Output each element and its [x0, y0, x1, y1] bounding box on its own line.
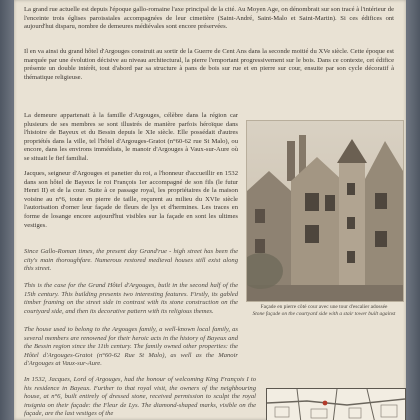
courtyard-photo	[246, 120, 404, 302]
french-paragraph-1: La grand rue actuelle est depuis l'époque gallo-romaine l'axe principal de la cité. Au Moyen Age, on dénombrait sur son tracé à l'intérieur de l'enceinte trois églises paroissiales accompagnées de leur cimetière (Saint-André, Saint-Malo et Saint-Martin). Si ces édifices ont aujourd'hui disparu, nombre de demeures médiévales sont encore préservées.	[24, 6, 394, 31]
english-paragraph-3: The house used to belong to the Argouges family, a well-known local family, as several members are renowned for their heroic acts in the history of Bayeux and the Bessin region since the 11th century. The family owned other properties: the Hôtel d'Argouges-Gratot (n°60-62 Rue St Malo), as well as the Manoir d'Argouges at Vaux-sur-Aure.	[24, 326, 238, 368]
french-paragraph-3: La demeure appartenait à la famille d'Argouges, célèbre dans la région car plusieurs de ses membres se sont illustrés de manière parfois héroïque dans l'histoire de Bayeux et du Bessin depuis le XIe siècle. Elle possédait d'autres propriétés dans la ville, tel l'hôtel d'Argouges-Gratot (n°60-62 rue St Malo), ou encore, dans les environs immédiats, le manoir d'Argouges à Vaux-sur-Aure où se situait le fief familial.	[24, 112, 238, 162]
english-paragraph-4: In 1532, Jacques, Lord of Argouges, had the honour of welcoming King François I to his residence in Bayeux. Further to that royal visit, the owners of the neighbouring house, at n°6, built entirely of dressed stone, received permission to sculpt the royal insignia on their façade: the Fleur de Lys. The diamond-shaped marks, visible on the façade, are the last vestiges of the	[24, 376, 256, 418]
photo-caption-english: Stone façade on the courtyard side with a stair tower built against	[252, 311, 396, 317]
english-paragraph-1: Since Gallo-Roman times, the present day Grand'rue - high street has been the city's main thoroughfare. Numerous restored medieval houses still exist along this street.	[24, 248, 238, 273]
french-paragraph-2: Il en va ainsi du grand hôtel d'Argouges construit au sortir de la Guerre de Cent Ans dans la seconde moitié du XVe siècle. Cette époque est marquée par une évolution décisive au niveau architectural, la pierre l'emportant progressivement sur le bois. Dans ce contexte, cet édifice présente un double intérêt, tout d'abord par sa structure à pans de bois sur rue et en pierre sur cour, ensuite par son cycle décoratif à thématique religieuse.	[24, 48, 394, 81]
photo-caption-french: Façade en pierre côté cour avec une tour d'escalier adossée	[260, 304, 388, 310]
english-paragraph-2: This is the case for the Grand Hôtel d'Argouges, built in the second half of the 15th century. This building presents two interesting features. Firstly, its gabled timber framing on the street side in contrast with its stone construction on the courtyard side, and then its decorative pattern with its religious themes.	[24, 282, 238, 315]
location-map	[266, 388, 406, 420]
information-panel	[14, 0, 406, 420]
french-paragraph-4: Jacques, seigneur d'Argouges et panetier du roi, a l'honneur d'accueillir en 1532 dans son hôtel de Bayeux le roi François 1er accompagné de son fils (le futur Henri II) et de la cour. Suite à ce passage royal, les propriétaires de la maison voisine au n°6, toute en pierre de taille, reçurent au milieu du XVIe siècle l'autorisation d'orner leur façade de fleurs de lys et d'hermines. Les traces en forme de losange encore aujourd'hui visibles sur la façade en sont les ultimes vestiges.	[24, 170, 238, 229]
